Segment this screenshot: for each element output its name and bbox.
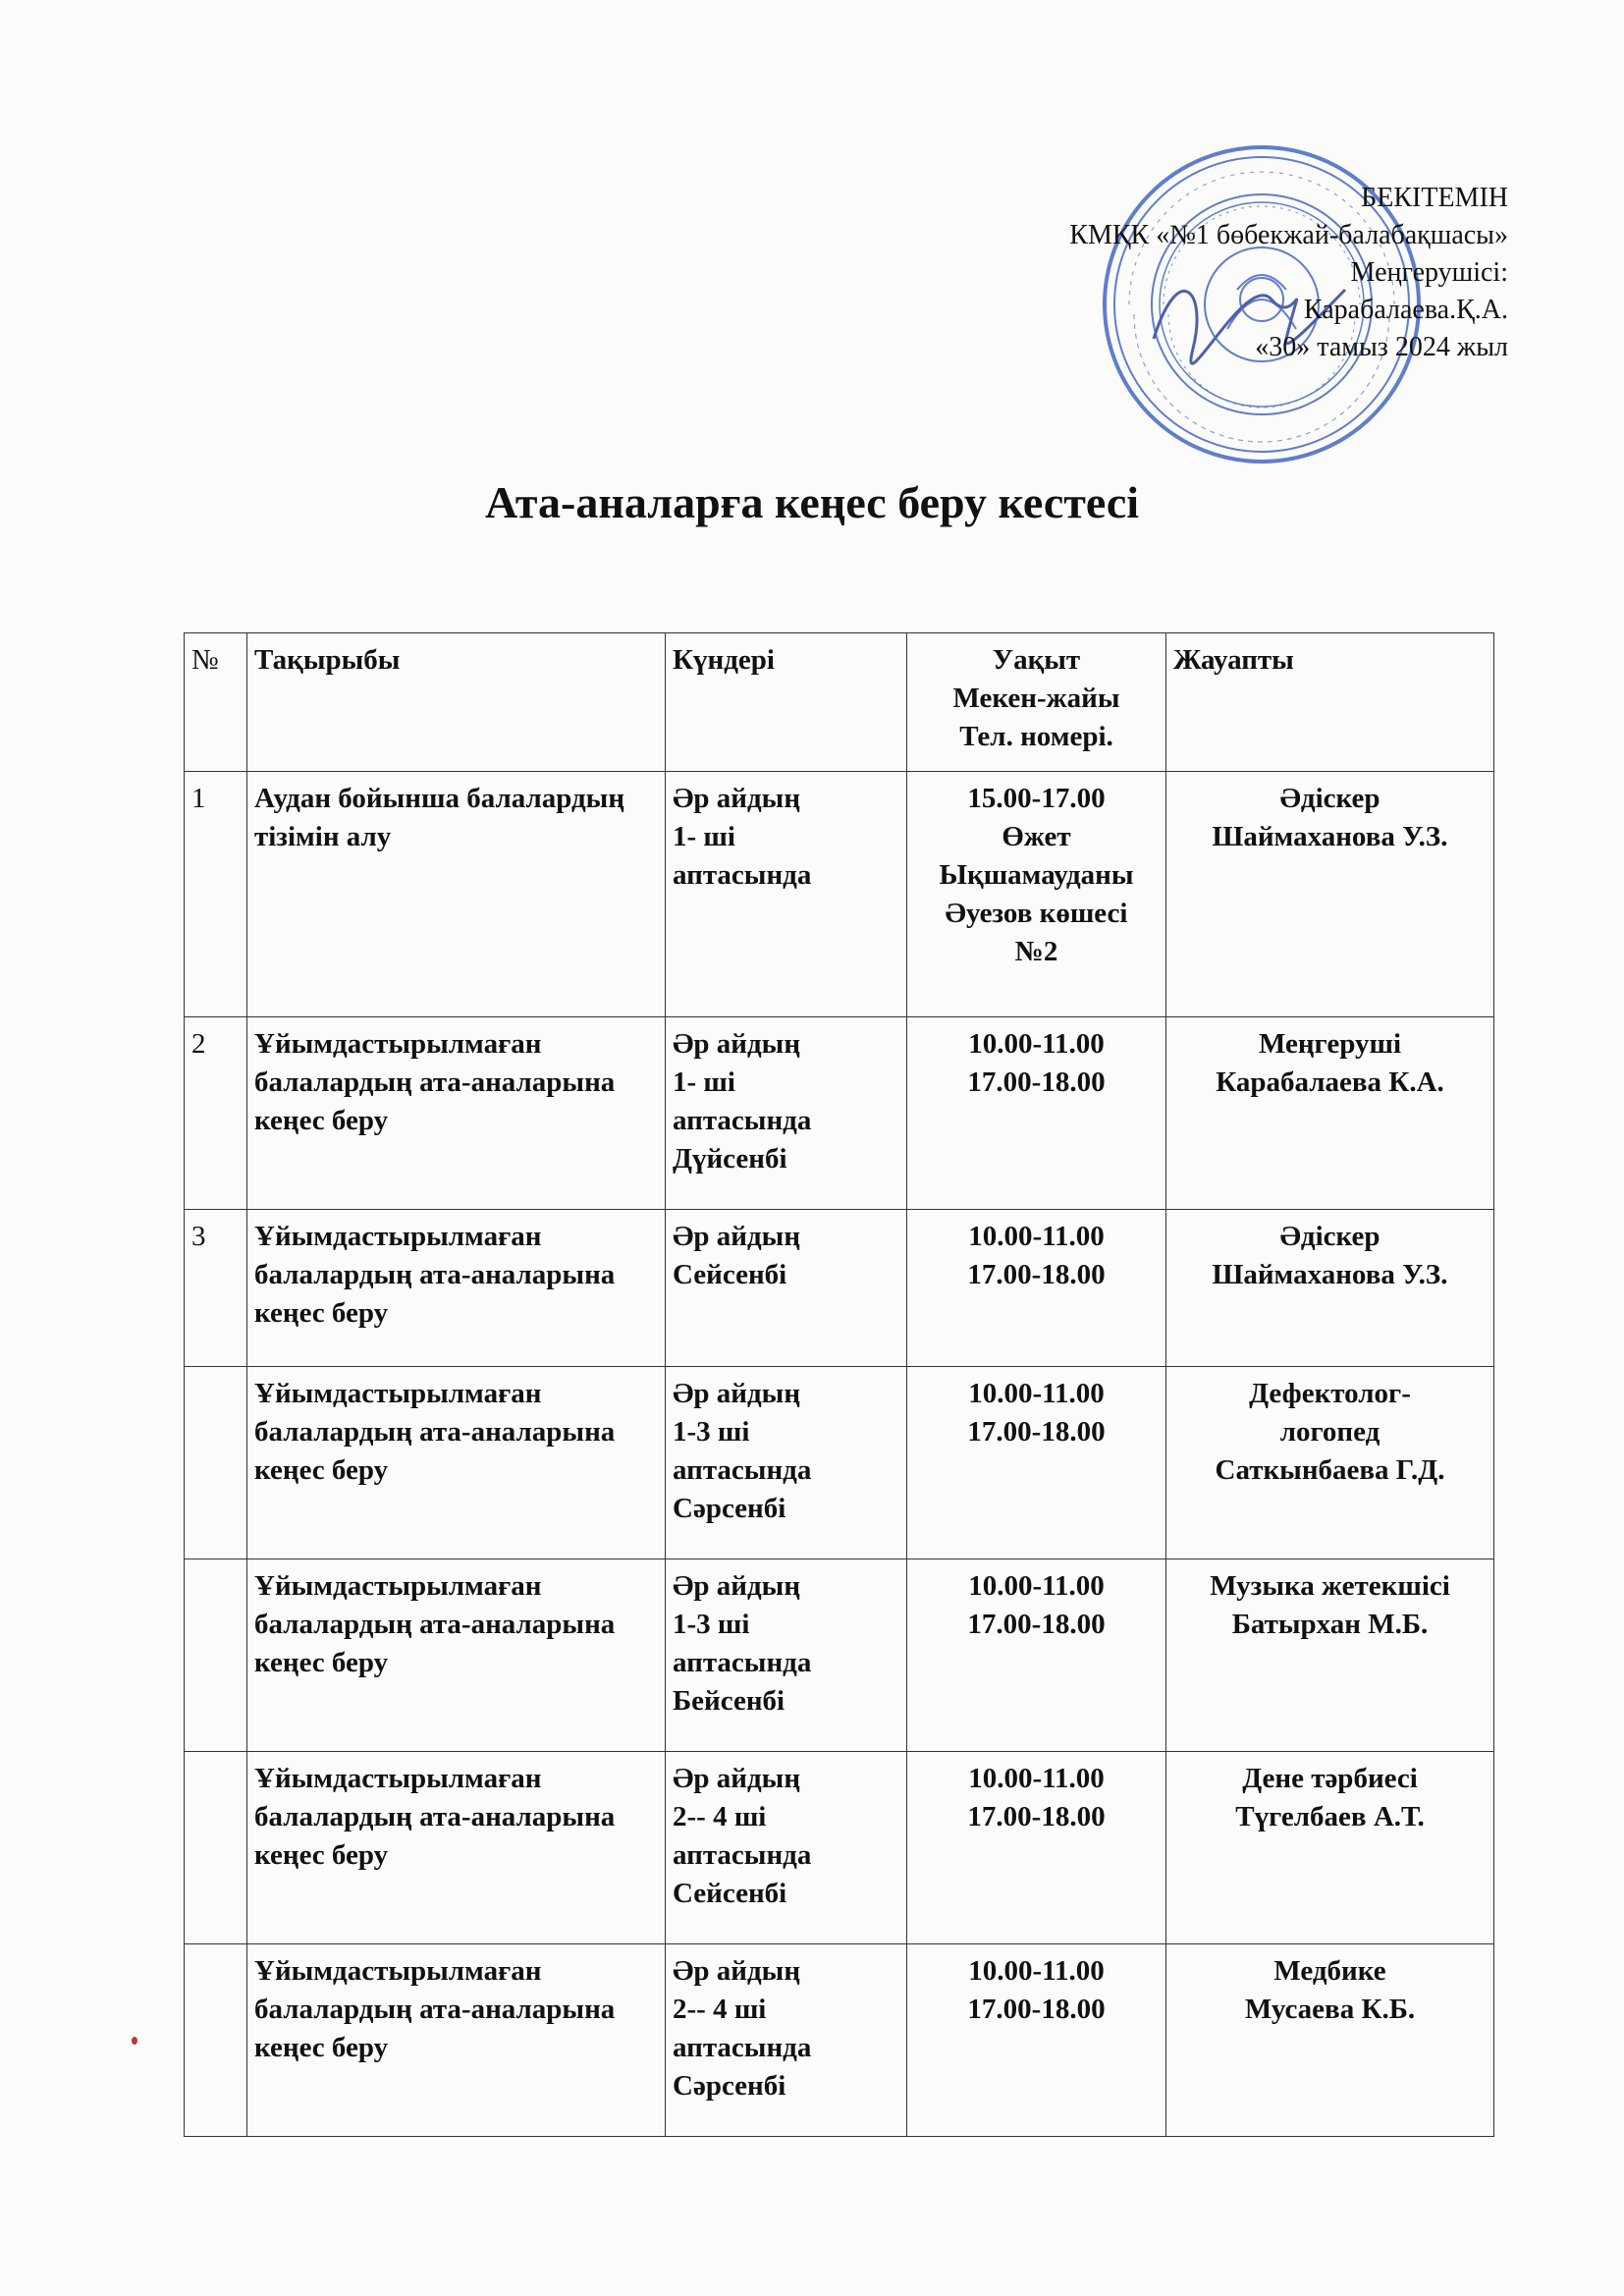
row-responsible: Музыка жетекшісі Батырхан М.Б. bbox=[1166, 1559, 1494, 1752]
table-header-row bbox=[185, 633, 1494, 772]
row-days: Әр айдың 2-- 4 ші аптасында Сәрсенбі bbox=[666, 1944, 907, 2137]
row-responsible: Әдіскер Шаймаханова У.З. bbox=[1166, 772, 1494, 1017]
approval-heading: БЕКІТЕМІН bbox=[1361, 183, 1508, 213]
table-row bbox=[185, 772, 1494, 1017]
approval-organization: КМҚК «№1 бөбекжай-балабақшасы» bbox=[1069, 220, 1508, 250]
row-responsible: Медбике Мусаева К.Б. bbox=[1166, 1944, 1494, 2137]
document-title: Ата-аналарға кеңес беру кестесі bbox=[484, 477, 1140, 527]
row-days: Әр айдың 1-3 ші аптасында Бейсенбі bbox=[666, 1559, 907, 1752]
header-number: № bbox=[185, 633, 247, 772]
row-days: Әр айдың 1-3 ші аптасында Сәрсенбі bbox=[666, 1367, 907, 1559]
row-time-address: 10.00-11.00 17.00-18.00 bbox=[907, 1017, 1166, 1210]
row-number: 2 bbox=[185, 1017, 247, 1210]
table-row bbox=[185, 1210, 1494, 1367]
row-time-address: 15.00-17.00 Өжет Ықшамауданы Әуезов көшесі №2 bbox=[907, 772, 1166, 1017]
row-number bbox=[185, 1367, 247, 1559]
row-responsible: Дене тәрбиесі Түгелбаев А.Т. bbox=[1166, 1752, 1494, 1944]
row-days: Әр айдың 1- ші аптасында Дүйсенбі bbox=[666, 1017, 907, 1210]
row-topic: Ұйымдастырылмаған балалардың ата-аналарына кеңес беру bbox=[247, 1944, 666, 2137]
consultation-schedule-table bbox=[184, 632, 1494, 2137]
header-responsible: Жауапты bbox=[1166, 633, 1494, 772]
row-time-address: 10.00-11.00 17.00-18.00 bbox=[907, 1210, 1166, 1367]
row-topic: Ұйымдастырылмаған балалардың ата-аналарына кеңес беру bbox=[247, 1210, 666, 1367]
row-number: 1 bbox=[185, 772, 247, 1017]
row-number bbox=[185, 1944, 247, 2137]
row-days: Әр айдың 1- ші аптасында bbox=[666, 772, 907, 1017]
table-row bbox=[185, 1367, 1494, 1559]
approval-date: «30» тамыз 2024 жыл bbox=[1255, 332, 1508, 362]
row-time-address: 10.00-11.00 17.00-18.00 bbox=[907, 1752, 1166, 1944]
approval-position: Меңгерушісі: bbox=[1350, 257, 1508, 288]
row-topic: Ұйымдастырылмаған балалардың ата-аналарына кеңес беру bbox=[247, 1367, 666, 1559]
row-responsible: Дефектолог- логопед Саткынбаева Г.Д. bbox=[1166, 1367, 1494, 1559]
row-responsible: Меңгеруші Карабалаева К.А. bbox=[1166, 1017, 1494, 1210]
row-number bbox=[185, 1752, 247, 1944]
ink-speck bbox=[132, 2037, 137, 2045]
table-row bbox=[185, 1752, 1494, 1944]
row-number bbox=[185, 1559, 247, 1752]
approval-block bbox=[1069, 180, 1508, 366]
row-days: Әр айдың Сейсенбі bbox=[666, 1210, 907, 1367]
row-topic: Ұйымдастырылмаған балалардың ата-аналарына кеңес беру bbox=[247, 1559, 666, 1752]
row-time-address: 10.00-11.00 17.00-18.00 bbox=[907, 1367, 1166, 1559]
row-time-address: 10.00-11.00 17.00-18.00 bbox=[907, 1944, 1166, 2137]
table-row bbox=[185, 1944, 1494, 2137]
row-topic: Ұйымдастырылмаған балалардың ата-аналарына кеңес беру bbox=[247, 1017, 666, 1210]
row-topic: Аудан бойынша балалардың тізімін алу bbox=[247, 772, 666, 1017]
row-responsible: Әдіскер Шаймаханова У.З. bbox=[1166, 1210, 1494, 1367]
table-row bbox=[185, 1559, 1494, 1752]
approval-name: Карабалаева.Қ.А. bbox=[1303, 295, 1508, 325]
row-time-address: 10.00-11.00 17.00-18.00 bbox=[907, 1559, 1166, 1752]
row-number: 3 bbox=[185, 1210, 247, 1367]
header-days: Күндері bbox=[666, 633, 907, 772]
table-row bbox=[185, 1017, 1494, 1210]
row-days: Әр айдың 2-- 4 ші аптасында Сейсенбі bbox=[666, 1752, 907, 1944]
header-time-address: Уақыт Мекен-жайы Тел. номері. bbox=[907, 633, 1166, 772]
row-topic: Ұйымдастырылмаған балалардың ата-аналарына кеңес беру bbox=[247, 1752, 666, 1944]
header-topic: Тақырыбы bbox=[247, 633, 666, 772]
